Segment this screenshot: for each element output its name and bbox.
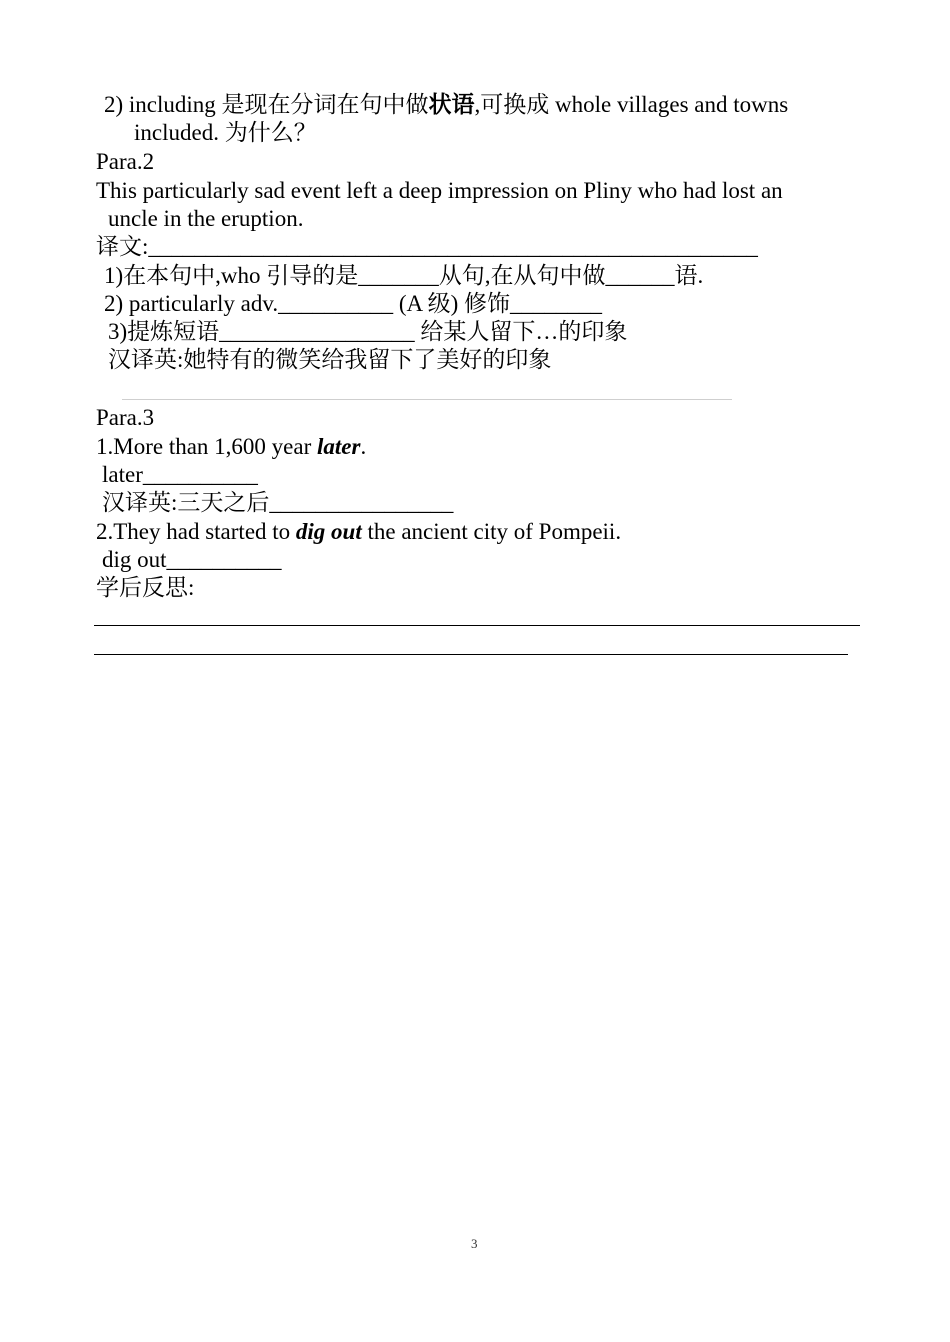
translation-prompt: 译文:_____________________________________________________ bbox=[96, 234, 758, 259]
sentence-1-translation-task: 汉译英:三天之后________________ bbox=[102, 490, 454, 515]
sentence-2-word-blank: dig out__________ bbox=[102, 547, 282, 572]
para-2-translation-task: 汉译英:她特有的微笑给我留下了美好的印象 bbox=[108, 347, 552, 372]
para-2-question-3: 3)提炼短语_________________ 给某人留下…的印象 bbox=[108, 319, 628, 344]
para-2-question-2: 2) particularly adv.__________ (A 级) 修饰________ bbox=[104, 291, 603, 316]
question-2-line-1 bbox=[104, 91, 788, 119]
para-2-heading: Para.2 bbox=[96, 149, 155, 174]
para-2-question-1: 1)在本句中,who 引导的是_______从句,在从句中做______语. bbox=[104, 263, 704, 288]
para-3-sentence-1 bbox=[96, 433, 366, 461]
question-2-text-cont: ,可换成 whole villages and towns bbox=[474, 92, 789, 117]
sentence-2-end: the ancient city of Pompeii. bbox=[361, 519, 622, 544]
sentence-2-text: 2.They had started to bbox=[96, 519, 296, 544]
question-2-text: 2) including 是现在分词在句中做 bbox=[104, 92, 429, 117]
para-3-heading: Para.3 bbox=[96, 405, 155, 430]
question-2-line-2: included. 为什么？ bbox=[134, 120, 317, 145]
para-2-sentence-line-1: This particularly sad event left a deep impression on Pliny who had lost an bbox=[96, 178, 783, 203]
sentence-1-word-blank: later__________ bbox=[102, 462, 258, 487]
para-2-sentence-line-2: uncle in the eruption. bbox=[108, 206, 304, 231]
sentence-1-text: 1.More than 1,600 year bbox=[96, 434, 317, 459]
sentence-2-keyword: dig out bbox=[295, 519, 362, 544]
page-number: 3 bbox=[471, 1236, 478, 1251]
sentence-1-keyword: later bbox=[317, 434, 361, 459]
question-2-bold-term: 状语 bbox=[428, 92, 475, 117]
answer-line-faint bbox=[122, 399, 732, 400]
sentence-1-end: . bbox=[360, 434, 367, 459]
reflection-line-2 bbox=[94, 654, 848, 655]
para-3-sentence-2 bbox=[96, 518, 621, 546]
reflection-line-1 bbox=[94, 625, 860, 626]
reflection-label: 学后反思: bbox=[96, 575, 195, 600]
